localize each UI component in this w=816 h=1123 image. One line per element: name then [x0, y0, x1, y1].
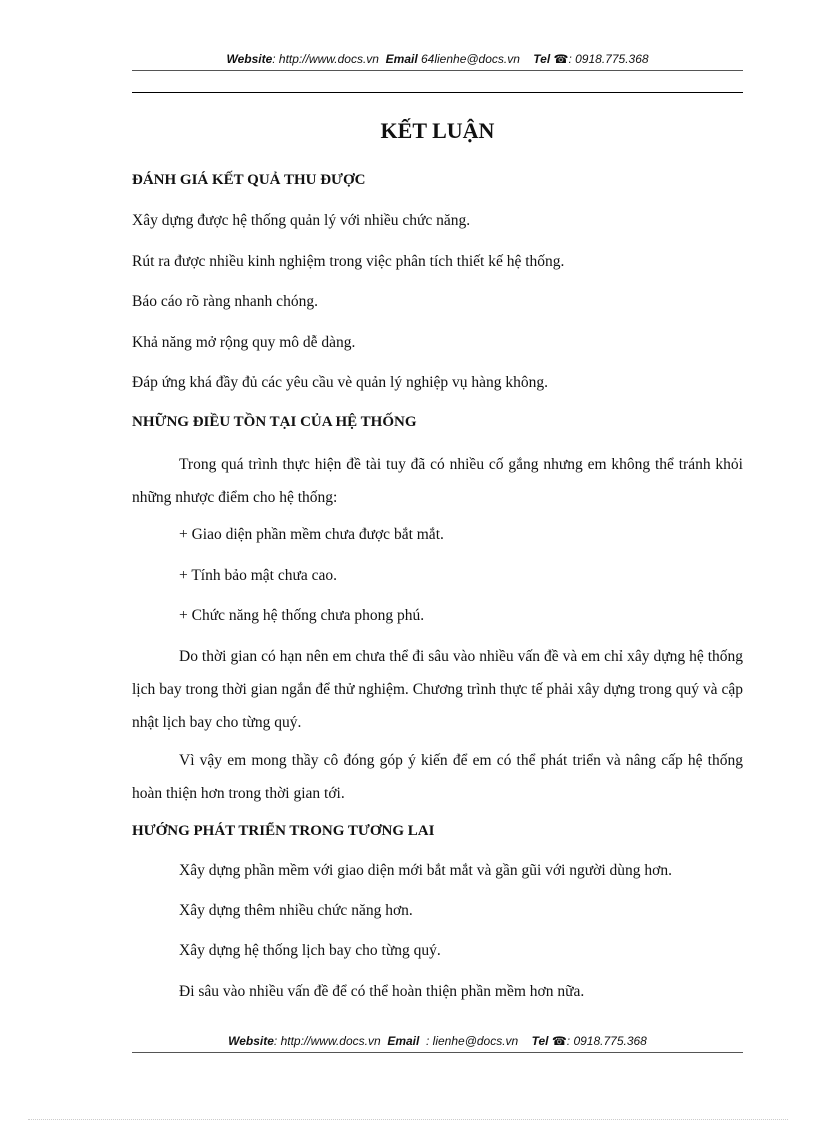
- footer-email-value: : lienhe@docs.vn: [426, 1034, 519, 1048]
- text-line: Đáp ứng khá đầy đủ các yêu cầu vè quản lý nghiệp vụ hàng không.: [132, 374, 549, 391]
- header-rule: [132, 70, 743, 71]
- paragraph-limitations: Do thời gian có hạn nên em chưa thể đi sâu vào nhiều vấn đề và em chỉ xây dựng hệ thống lịch bay trong thời gian ngắn để thử nghiệm. Chương trình thực tế phải xây dựng trong quý và cập nhật lịch bay cho từng quý.: [132, 648, 743, 731]
- bullet-item: + Giao diện phần mềm chưa được bắt mắt.: [179, 526, 444, 543]
- footer-website-label: Website: [228, 1034, 274, 1048]
- text-line: Xây dựng phần mềm với giao diện mới bắt mắt và gần gũi với người dùng hơn.: [179, 862, 673, 879]
- header-tel-value: : 0918.775.368: [568, 52, 649, 66]
- phone-icon: ☎: [551, 1034, 567, 1048]
- text-line: Xây dựng thêm nhiều chức năng hơn.: [179, 902, 413, 919]
- text-line: Đi sâu vào nhiều vấn đề để có thể hoàn thiện phần mềm hơn nữa.: [179, 983, 585, 1000]
- footer-email-label: Email: [387, 1034, 420, 1048]
- section-heading-results: ĐÁNH GIÁ KẾT QUẢ THU ĐƯỢC: [132, 172, 366, 188]
- text-line: Xây dựng được hệ thống quản lý với nhiều chức năng.: [132, 212, 471, 229]
- text-line: Rút ra được nhiều kinh nghiệm trong việc phân tích thiết kế hệ thống.: [132, 253, 565, 270]
- text-line: Xây dựng hệ thống lịch bay cho từng quý.: [179, 942, 441, 959]
- footer-website-url: : http://www.docs.vn: [273, 1034, 381, 1048]
- footer-tel-label: Tel: [531, 1034, 549, 1048]
- page-header: [132, 52, 743, 66]
- text-line: Báo cáo rõ ràng nhanh chóng.: [132, 293, 318, 310]
- header-tel-label: Tel: [533, 52, 551, 66]
- header-website-label: Website: [226, 52, 273, 66]
- paragraph-request: Vì vậy em mong thầy cô đóng góp ý kiến để em có thể phát triển và nâng cấp hệ thống hoàn thiện hơn trong thời gian tới.: [132, 752, 743, 802]
- page-title: KẾT LUẬN: [380, 118, 495, 143]
- text-line: Khả năng mở rộng quy mô dễ dàng.: [132, 334, 356, 351]
- footer-rule: [132, 1052, 743, 1053]
- page-bottom-divider: [28, 1119, 788, 1120]
- page-footer: [132, 1034, 743, 1048]
- footer-tel-value: : 0918.775.368: [566, 1034, 647, 1048]
- header-email-value: 64lienhe@docs.vn: [421, 52, 520, 66]
- paragraph-intro: Trong quá trình thực hiện đề tài tuy đã có nhiều cố gắng nhưng em không thể tránh khỏi những nhược điểm cho hệ thống:: [132, 456, 743, 506]
- section-heading-future: HƯỚNG PHÁT TRIỂN TRONG TƯƠNG LAI: [132, 823, 435, 839]
- phone-icon: ☎: [553, 52, 569, 66]
- header-website-url: : http://www.docs.vn: [272, 52, 379, 66]
- section-heading-issues: NHỮNG ĐIỀU TỒN TẠI CỦA HỆ THỐNG: [132, 414, 417, 430]
- header-email-label: Email: [385, 52, 418, 66]
- header-rule-thick: [132, 92, 743, 93]
- bullet-item: + Tính bảo mật chưa cao.: [179, 567, 338, 584]
- bullet-item: + Chức năng hệ thống chưa phong phú.: [179, 607, 425, 624]
